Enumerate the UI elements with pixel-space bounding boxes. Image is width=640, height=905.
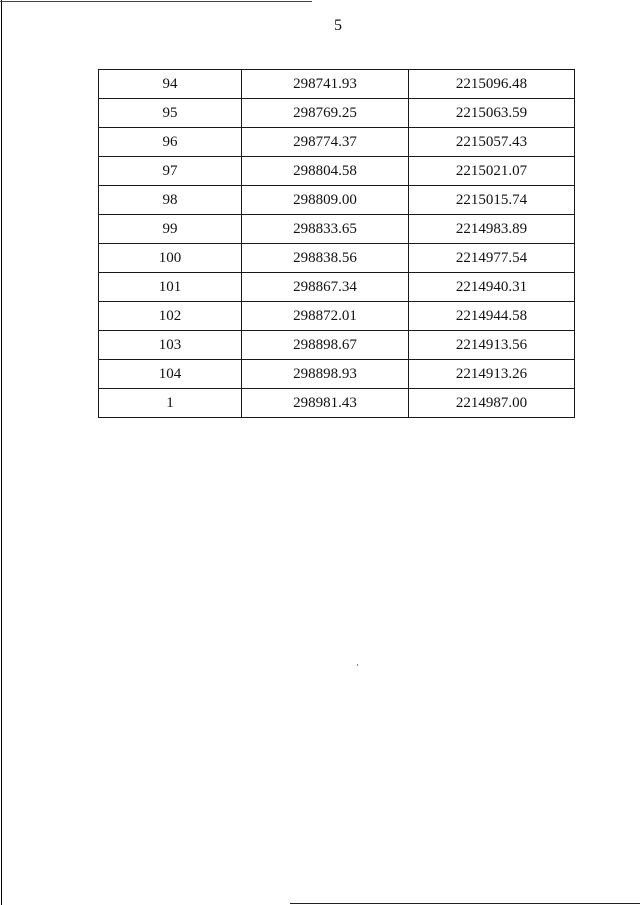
point-number-cell: 98 — [99, 186, 242, 215]
y-coordinate-cell: 2215096.48 — [409, 70, 575, 99]
table-row — [99, 215, 575, 244]
scan-speck — [357, 664, 358, 666]
x-coordinate-cell: 298769.25 — [242, 99, 409, 128]
table-row — [99, 360, 575, 389]
scan-edge-left — [1, 0, 2, 905]
point-number-cell: 97 — [99, 157, 242, 186]
y-coordinate-cell: 2214913.56 — [409, 331, 575, 360]
x-coordinate-cell: 298833.65 — [242, 215, 409, 244]
y-coordinate-cell: 2215063.59 — [409, 99, 575, 128]
coordinates-table — [98, 69, 575, 418]
x-coordinate-cell: 298809.00 — [242, 186, 409, 215]
x-coordinate-cell: 298898.93 — [242, 360, 409, 389]
page-number: 5 — [334, 17, 342, 34]
point-number-cell: 102 — [99, 302, 242, 331]
x-coordinate-cell: 298774.37 — [242, 128, 409, 157]
point-number-cell: 1 — [99, 389, 242, 418]
table-row — [99, 186, 575, 215]
y-coordinate-cell: 2214940.31 — [409, 273, 575, 302]
x-coordinate-cell: 298981.43 — [242, 389, 409, 418]
x-coordinate-cell: 298898.67 — [242, 331, 409, 360]
table-row — [99, 128, 575, 157]
scan-edge-bottom — [290, 903, 640, 904]
x-coordinate-cell: 298838.56 — [242, 244, 409, 273]
point-number-cell: 101 — [99, 273, 242, 302]
x-coordinate-cell: 298804.58 — [242, 157, 409, 186]
table-row — [99, 389, 575, 418]
table-row — [99, 244, 575, 273]
x-coordinate-cell: 298872.01 — [242, 302, 409, 331]
table-row — [99, 157, 575, 186]
point-number-cell: 104 — [99, 360, 242, 389]
y-coordinate-cell: 2214977.54 — [409, 244, 575, 273]
y-coordinate-cell: 2214987.00 — [409, 389, 575, 418]
x-coordinate-cell: 298741.93 — [242, 70, 409, 99]
table-row — [99, 70, 575, 99]
y-coordinate-cell: 2214913.26 — [409, 360, 575, 389]
y-coordinate-cell: 2215015.74 — [409, 186, 575, 215]
table-row — [99, 273, 575, 302]
y-coordinate-cell: 2215057.43 — [409, 128, 575, 157]
table-row — [99, 99, 575, 128]
point-number-cell: 95 — [99, 99, 242, 128]
point-number-cell: 100 — [99, 244, 242, 273]
table-row — [99, 302, 575, 331]
point-number-cell: 96 — [99, 128, 242, 157]
table-row — [99, 331, 575, 360]
scan-edge-top — [0, 1, 312, 2]
point-number-cell: 94 — [99, 70, 242, 99]
point-number-cell: 103 — [99, 331, 242, 360]
y-coordinate-cell: 2214944.58 — [409, 302, 575, 331]
x-coordinate-cell: 298867.34 — [242, 273, 409, 302]
y-coordinate-cell: 2214983.89 — [409, 215, 575, 244]
y-coordinate-cell: 2215021.07 — [409, 157, 575, 186]
point-number-cell: 99 — [99, 215, 242, 244]
